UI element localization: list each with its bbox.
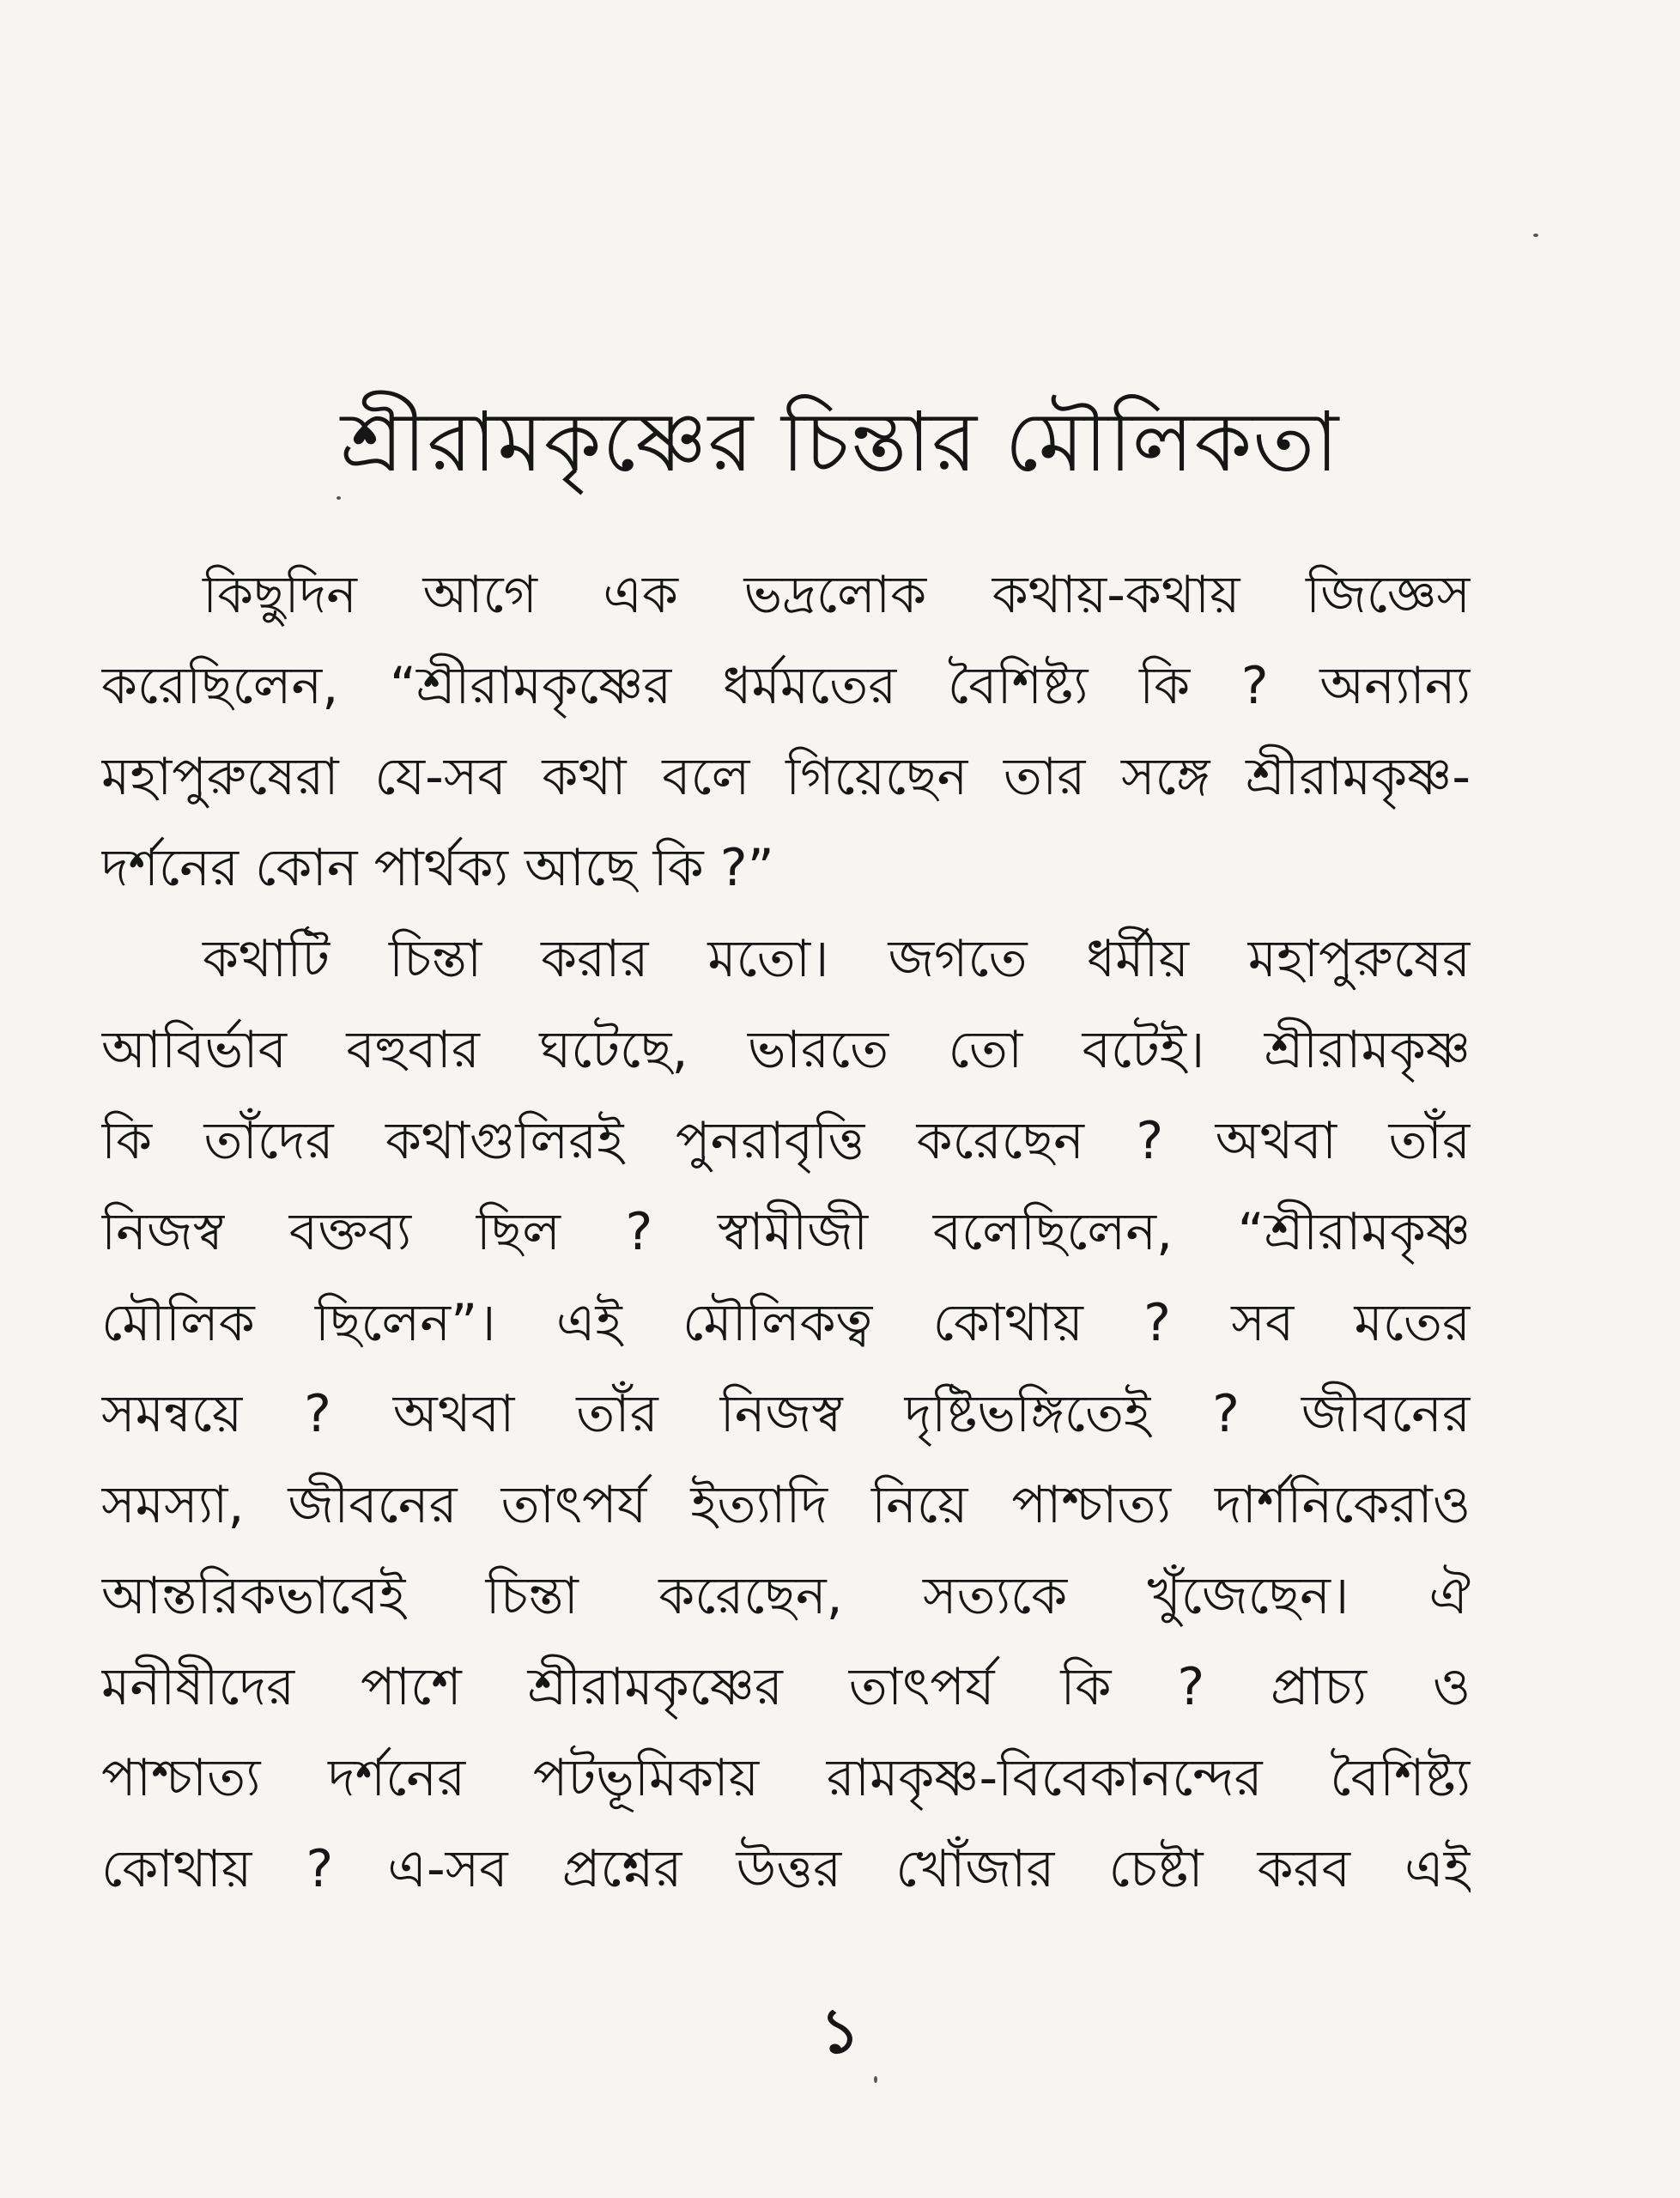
text-line: কি তাঁদের কথাগুলিরই পুনরাবৃত্তি করেছেন ? অথবা তাঁর — [101, 1111, 1471, 1171]
text-line: মহাপুরুষেরা যে-সব কথা বলে গিয়েছেন তার সঙ্গে শ্রীরামকৃষ্ণ- — [101, 747, 1471, 807]
page-number: ১ — [820, 1995, 860, 2067]
text-line: সমন্বয়ে ? অথবা তাঁর নিজস্ব দৃষ্টিভঙ্গিতেই ? জীবনের — [101, 1384, 1471, 1444]
body-text — [101, 550, 1471, 1915]
text-line: আন্তরিকভাবেই চিন্তা করেছেন, সত্যকে খুঁজেছেন। ঐ — [101, 1566, 1471, 1626]
text-line: করেছিলেন, “শ্রীরামকৃষ্ণের ধর্মমতের বৈশিষ্ট্য কি ? অন্যান্য — [101, 656, 1471, 716]
text-line: কথাটি চিন্তা করার মতো। জগতে ধর্মীয় মহাপুরুষের — [203, 929, 1471, 989]
text-line: দর্শনের কোন পার্থক্য আছে কি ?” — [101, 838, 774, 898]
chapter-title: শ্রীরামকৃষ্ণের চিন্তার মৌলিকতা — [340, 394, 1340, 490]
text-line: সমস্যা, জীবনের তাৎপর্য ইত্যাদি নিয়ে পাশ্চাত্য দার্শনিকেরাও — [101, 1475, 1471, 1535]
text-line: নিজস্ব বক্তব্য ছিল ? স্বামীজী বলেছিলেন, “শ্রীরামকৃষ্ণ — [101, 1202, 1471, 1262]
print-speck — [337, 496, 341, 500]
text-line: মনীষীদের পাশে শ্রীরামকৃষ্ণের তাৎপর্য কি ? প্রাচ্য ও — [101, 1657, 1471, 1717]
text-line: কিছুদিন আগে এক ভদ্রলোক কথায়-কথায় জিজ্ঞেস — [203, 565, 1471, 625]
print-speck — [874, 2076, 877, 2083]
text-line: কোথায় ? এ-সব প্রশ্নের উত্তর খোঁজার চেষ্টা করব এই — [101, 1839, 1471, 1899]
text-line: পাশ্চাত্য দর্শনের পটভূমিকায় রামকৃষ্ণ-বিবেকানন্দের বৈশিষ্ট্য — [101, 1748, 1471, 1808]
text-line: মৌলিক ছিলেন”। এই মৌলিকত্ব কোথায় ? সব মতের — [101, 1293, 1471, 1353]
print-speck — [1533, 234, 1538, 237]
text-line: আবির্ভাব বহুবার ঘটেছে, ভারতে তো বটেই। শ্রীরামকৃষ্ণ — [101, 1020, 1471, 1080]
